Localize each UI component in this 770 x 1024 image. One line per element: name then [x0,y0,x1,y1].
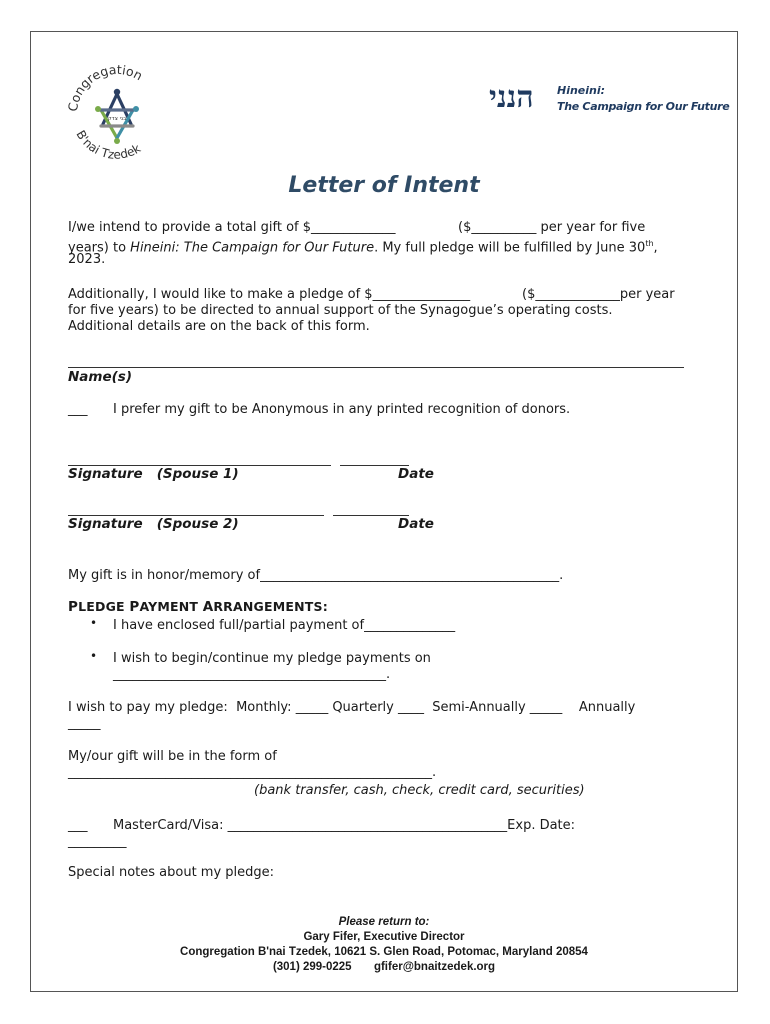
hineini-logo [489,82,729,122]
bullet-enclosed-payment[interactable]: I have enclosed full/partial payment of______________ [113,618,456,633]
bullet-dot-1: • [90,616,98,630]
footer-address: Congregation B'nai Tzedek, 10621 S. Glen Road, Potomac, Maryland 20854 [180,946,588,958]
card-expiry-field[interactable]: _________ [68,834,127,849]
signature1-label: Signature (Spouse 1) [68,466,239,482]
hineini-hebrew: הנני [489,80,534,115]
special-notes-label: Special notes about my pledge: [68,865,275,880]
begin-payments-field[interactable]: __________________________________________. [113,667,391,682]
campaign-name: Hineini: The Campaign for Our Future [130,240,375,256]
date2-label: Date [398,516,434,532]
para1-line2 [68,235,658,256]
para1-line2-b: . My full pledge will be fulfilled by June 30 [374,240,646,256]
para1-line3: 2023. [68,252,106,267]
anonymous-blank[interactable]: ___ [68,402,88,417]
names-line[interactable] [68,367,684,368]
honor-memory-field[interactable]: My gift is in honor/memory of______________________________________________. [68,568,564,583]
congregation-logo [65,62,165,172]
para1-sup: th [645,239,654,248]
page-title: Letter of Intent [288,173,480,198]
date1-label: Date [398,466,434,482]
para1-line1a: I/we intend to provide a total gift of $_____________ [68,220,396,235]
logo-arc-top: Congregation [65,62,146,113]
gift-form-hint: (bank transfer, cash, check, credit card, securities) [254,783,585,798]
footer-contact-name: Gary Fifer, Executive Director [303,931,465,943]
pay-schedule-line2[interactable]: _____ [68,716,101,731]
footer [31,915,737,975]
logo-inner-hebrew: בני צדק [107,116,127,122]
gift-form-label: My/our gift will be in the form of [68,749,277,764]
bullet-begin-payments: I wish to begin/continue my pledge payments on [113,651,431,666]
hineini-line2: The Campaign for Our Future [557,100,730,113]
card-blank[interactable]: ___ [68,818,88,833]
footer-phone-email: (301) 299-0225 gfifer@bnaitzedek.org [272,961,496,973]
para1-line1b: ($__________ per year for five [458,220,646,235]
names-label: Name(s) [68,369,133,385]
signature2-label: Signature (Spouse 2) [68,516,239,532]
para2-line1a: Additionally, I would like to make a pledge of $_______________ [68,287,471,302]
card-field[interactable]: MasterCard/Visa: ___________________________________________Exp. Date: [113,818,576,833]
letter-page [30,31,738,992]
bullet-dot-2: • [90,649,98,663]
anonymous-text: I prefer my gift to be Anonymous in any printed recognition of donors. [113,402,571,417]
para2-line3: Additional details are on the back of this form. [68,319,370,334]
para1-line2-a: years) to [68,240,131,256]
para2-line1b: ($_____________per year [522,287,675,302]
pay-schedule-line[interactable]: I wish to pay my pledge: Monthly: _____ Quarterly ____ Semi-Annually _____ Annually [68,700,636,715]
hineini-line1: Hineini: [557,84,606,97]
para1-line2-c: , [653,240,658,256]
gift-form-field[interactable]: ________________________________________________________. [68,765,437,780]
svg-text:Congregation [65,62,145,112]
para2-line2: for five years) to be directed to annual support of the Synagogue’s operating costs. [68,303,613,318]
footer-return-to: Please return to: [338,916,430,928]
pledge-heading: PLEDGE PAYMENT ARRANGEMENTS: [68,599,328,615]
logo-arc-bottom: B'nai Tzedek [73,127,144,162]
svg-text:B'nai Tzedek [73,128,143,162]
